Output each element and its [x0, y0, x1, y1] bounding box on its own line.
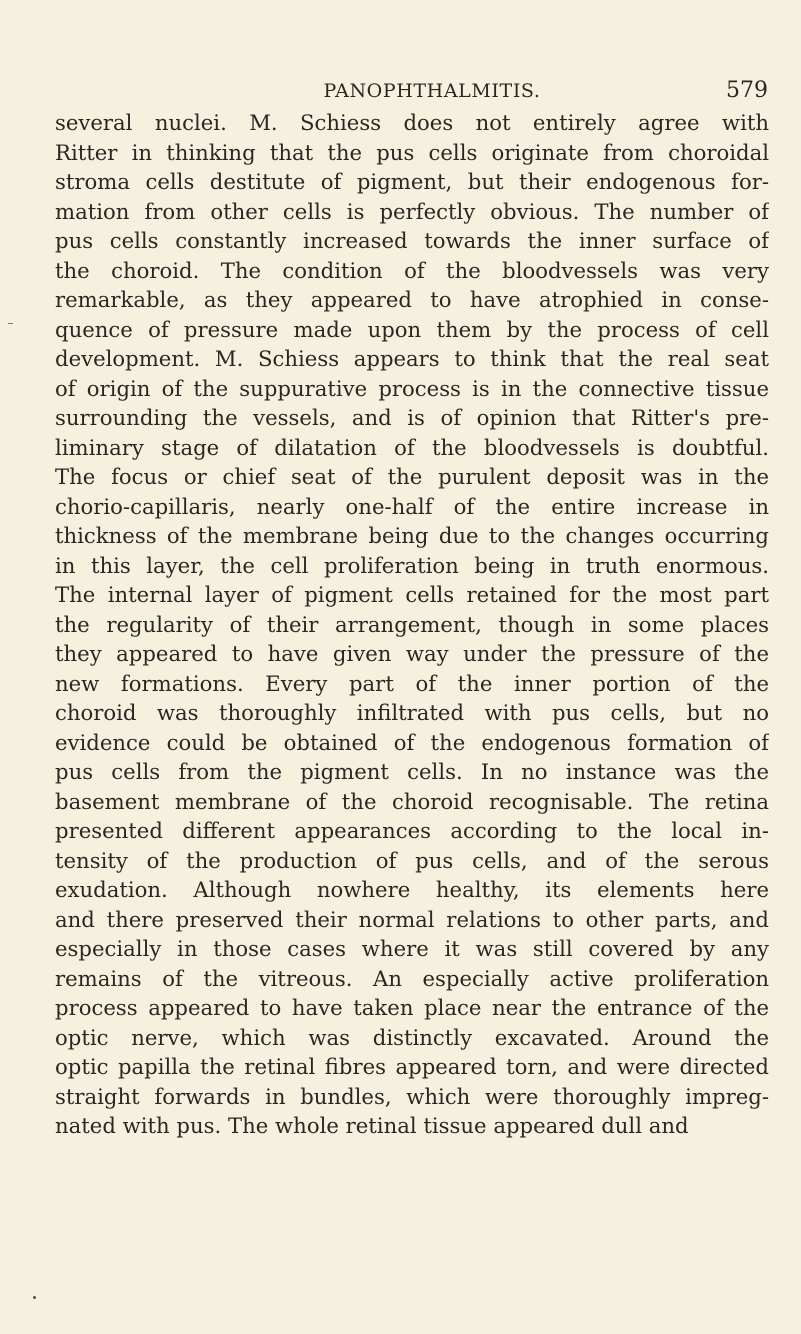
text-line: new formations. Every part of the inner portion of the: [55, 670, 769, 696]
margin-mark: [8, 323, 13, 324]
text-line: thickness of the membrane being due to the changes occurring: [55, 523, 769, 548]
margin-dot: [33, 1296, 36, 1299]
text-line: chorio-capillaris, nearly one-half of the entire increase in: [55, 493, 769, 519]
text-line: stroma cells destitute of pigment, but their endogenous for-: [55, 169, 769, 194]
text-line: optic nerve, which was distinctly excavated. Around the: [55, 1024, 769, 1050]
text-line: pus cells from the pigment cells. In no instance was the: [55, 759, 769, 784]
text-line: optic papilla the retinal fibres appeared torn, and were directed: [55, 1054, 769, 1079]
text-line: choroid was thoroughly infiltrated with pus cells, but no: [55, 700, 769, 725]
text-line: exudation. Although nowhere healthy, its elements here: [55, 877, 769, 902]
text-line: presented different appearances according to the local in-: [55, 818, 769, 843]
text-line: of origin of the suppurative process is in the connective tissue: [55, 375, 769, 401]
text-line: several nuclei. M. Schiess does not entirely agree with: [55, 110, 769, 135]
running-head: [96, 78, 768, 112]
text-line: development. M. Schiess appears to think that the real seat: [55, 346, 769, 371]
text-line: basement membrane of the choroid recognisable. The retina: [55, 788, 769, 814]
text-line: tensity of the production of pus cells, and of the serous: [55, 847, 769, 873]
text-line: in this layer, the cell proliferation being in truth enormous.: [55, 552, 769, 578]
text-line: process appeared to have taken place near the entrance of the: [55, 995, 769, 1020]
text-line: nated with pus. The whole retinal tissue appeared dull and: [55, 1113, 689, 1138]
text-line: quence of pressure made upon them by the process of cell: [55, 316, 769, 342]
text-line: pus cells constantly increased towards the inner surface of: [55, 228, 769, 253]
text-line: they appeared to have given way under the pressure of the: [55, 641, 769, 666]
page-number: 579: [726, 78, 768, 103]
text-line: mation from other cells is perfectly obvious. The number of: [55, 198, 769, 224]
text-line: surrounding the vessels, and is of opinion that Ritter's pre-: [55, 405, 769, 430]
text-line: and there preserved their normal relations to other parts, and: [55, 906, 769, 932]
text-line: evidence could be obtained of the endogenous formation of: [55, 729, 769, 755]
text-line: remains of the vitreous. An especially active proliferation: [55, 965, 769, 991]
text-line: Ritter in thinking that the pus cells originate from choroidal: [55, 139, 769, 165]
body-text: [55, 108, 769, 1141]
text-line: the choroid. The condition of the bloodvessels was very: [55, 257, 769, 283]
text-line: the regularity of their arrangement, though in some places: [55, 611, 769, 637]
text-line: The internal layer of pigment cells retained for the most part: [55, 582, 769, 607]
running-title: PANOPHTHALMITIS.: [323, 80, 541, 102]
text-line: remarkable, as they appeared to have atrophied in conse-: [55, 287, 769, 312]
text-line: straight forwards in bundles, which were thoroughly impreg-: [55, 1083, 769, 1109]
text-line: especially in those cases where it was still covered by any: [55, 936, 769, 961]
text-line: The focus or chief seat of the purulent deposit was in the: [55, 464, 769, 489]
text-line: liminary stage of dilatation of the bloodvessels is doubtful.: [55, 434, 769, 460]
